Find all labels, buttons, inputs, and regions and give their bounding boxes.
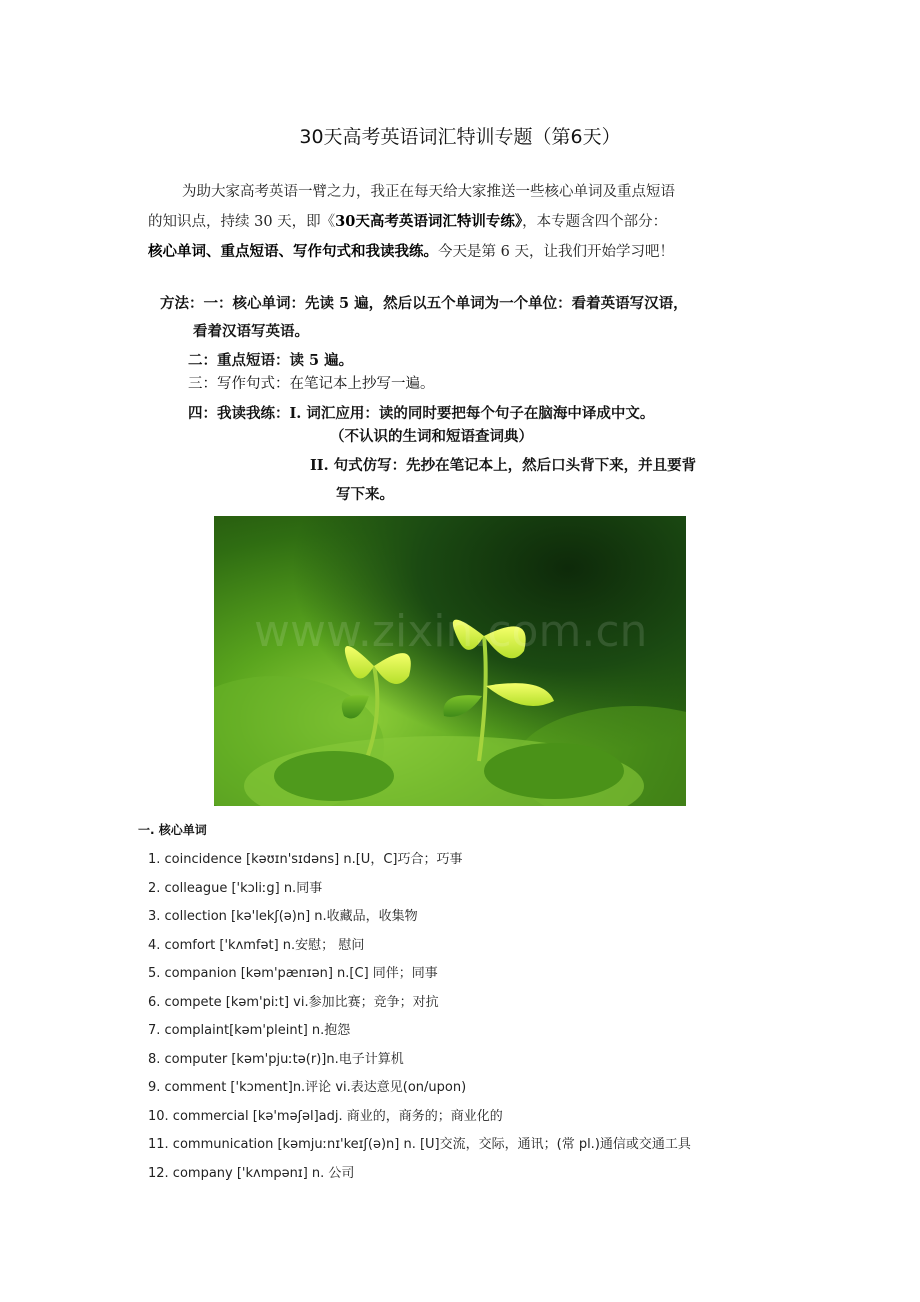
page-title: 30天高考英语词汇特训专题（第6天） [299,126,621,148]
intro-paragraph [148,178,776,267]
intro-parts: 核心单词、重点短语、写作句式和我读我练。 [148,243,438,260]
vocab-item: 1. coincidence [kəʊɪn'sɪdəns] n.[U，C]巧合；巧事 [148,852,463,867]
vocab-item: 9. comment ['kɔment]n.评论 vi.表达意见(on/upon) [148,1080,467,1095]
method-line: 四：我读我练：I. 词汇应用：读的同时要把每个句子在脑海中译成中文。 [188,405,655,422]
vocab-item: 3. collection [kə'lekʃ(ə)n] n.收藏品，收集物 [148,909,418,924]
vocab-item: 8. computer [kəm'pjuːtə(r)]n.电子计算机 [148,1051,404,1067]
vocab-item: 4. comfort ['kʌmfət] n.安慰； 慰问 [148,937,365,953]
intro-text: 今天是第 6 天，让我们开始学习吧！ [438,244,674,260]
sprout-illustration [214,516,686,806]
intro-text: ，本专题含四个部分： [522,214,668,230]
intro-bold-title: 30天高考英语词汇特训专练》 [335,213,523,230]
intro-line-1: 为助大家高考英语一臂之力，我正在每天给大家推送一些核心单词及重点短语 [182,184,675,200]
method-line: 三：写作句式：在笔记本上抄写一遍。 [188,376,435,392]
method-line: 二：重点短语：读 5 遍。 [188,352,354,369]
vocab-item: 12. company ['kʌmpənɪ] n. 公司 [148,1165,355,1181]
vocab-item: 11. communication [kəmjuːnɪ'keɪʃ(ə)n] n. [U]交流，交际，通讯；(常 pl.)通信或交通工具 [148,1137,691,1152]
vocab-item: 5. companion [kəm'pænɪən] n.[C] 同伴；同事 [148,966,438,981]
vocab-item: 7. complaint[kəm'pleint] n.抱怨 [148,1023,351,1038]
intro-text: 的知识点，持续 30 天，即《 [148,214,336,230]
vocab-item: 10. commercial [kə'məʃəl]adj. 商业的，商务的；商业化的 [148,1108,503,1124]
section-heading: 一. 核心单词 [138,823,207,837]
vocab-item: 2. colleague ['kɔliːg] n.同事 [148,880,323,896]
method-line: 方法：一：核心单词：先读 5 遍，然后以五个单词为一个单位：看着英语写汉语， [160,295,688,312]
vocab-list [148,848,691,1190]
sprout-photo [214,516,686,806]
vocab-item: 6. compete [kəm'piːt] vi.参加比赛；竞争；对抗 [148,994,439,1010]
method-line: 写下来。 [336,486,394,503]
method-line: 看着汉语写英语。 [193,323,309,340]
method-line: （不认识的生词和短语查词典） [330,428,533,445]
watermark: www.zixin.com.cn [254,606,648,657]
method-line: II. 句式仿写：先抄在笔记本上，然后口头背下来，并且要背 [310,457,697,474]
